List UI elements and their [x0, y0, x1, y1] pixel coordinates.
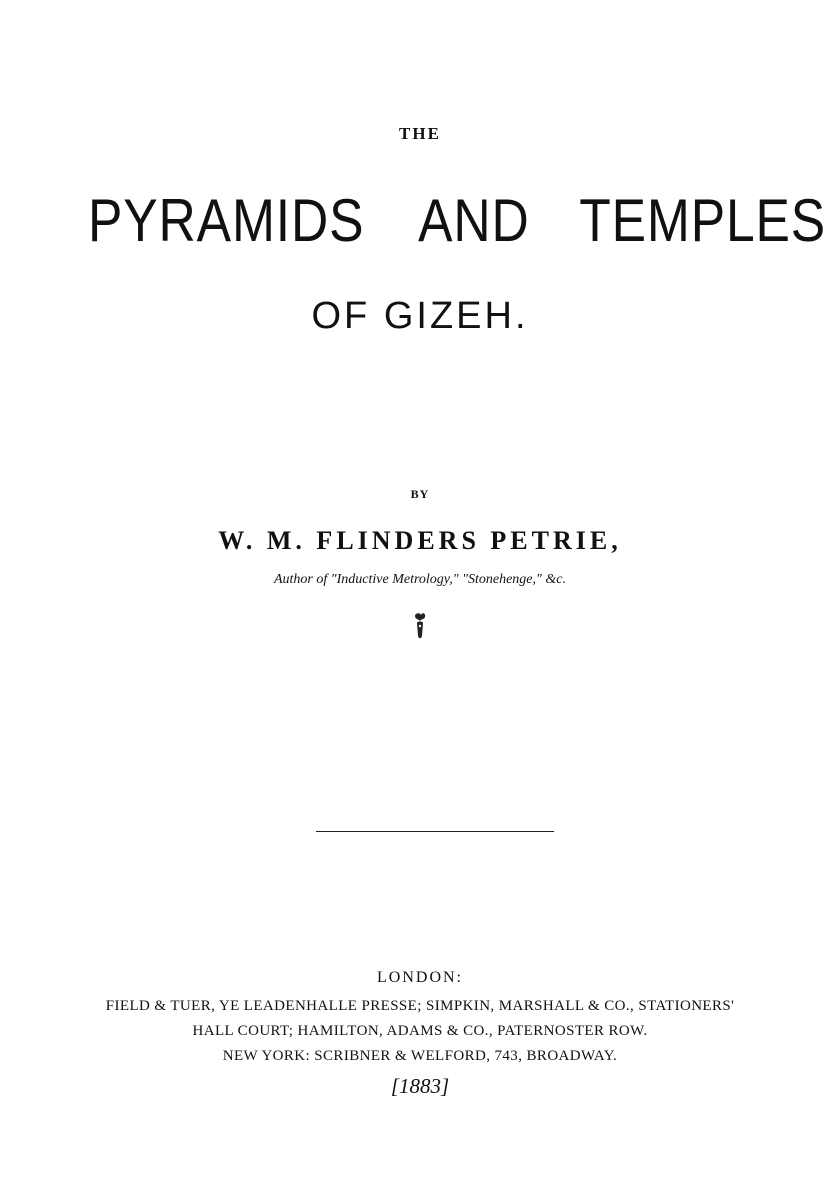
title-word-temples: TEMPLES [579, 187, 827, 254]
title-word-and: AND [418, 187, 530, 254]
divider-rule [316, 831, 554, 832]
publication-date: [1883] [390, 1074, 450, 1098]
imprint-line-1: FIELD & TUER, YE LEADENHALLE PRESSE; SIMPKIN, MARSHALL & CO., STATIONERS' [105, 998, 735, 1014]
imprint-line-2: HALL COURT; HAMILTON, ADAMS & CO., PATERNOSTER ROW. [192, 1023, 648, 1039]
imprint-city: LONDON: [377, 969, 463, 986]
author-name: W. M. FLINDERS PETRIE, [218, 526, 622, 555]
printers-ornament-icon [412, 612, 428, 640]
author-note: Author of "Inductive Metrology," "Stonehenge," &c. [273, 572, 567, 587]
subtitle: OF GIZEH. [311, 295, 529, 337]
title-word-pyramids: PYRAMIDS [88, 187, 365, 254]
main-title [88, 186, 827, 256]
imprint-line-3: NEW YORK: SCRIBNER & WELFORD, 743, BROADWAY. [222, 1048, 618, 1064]
title-article: THE [399, 124, 441, 143]
by-line: BY [410, 487, 430, 501]
